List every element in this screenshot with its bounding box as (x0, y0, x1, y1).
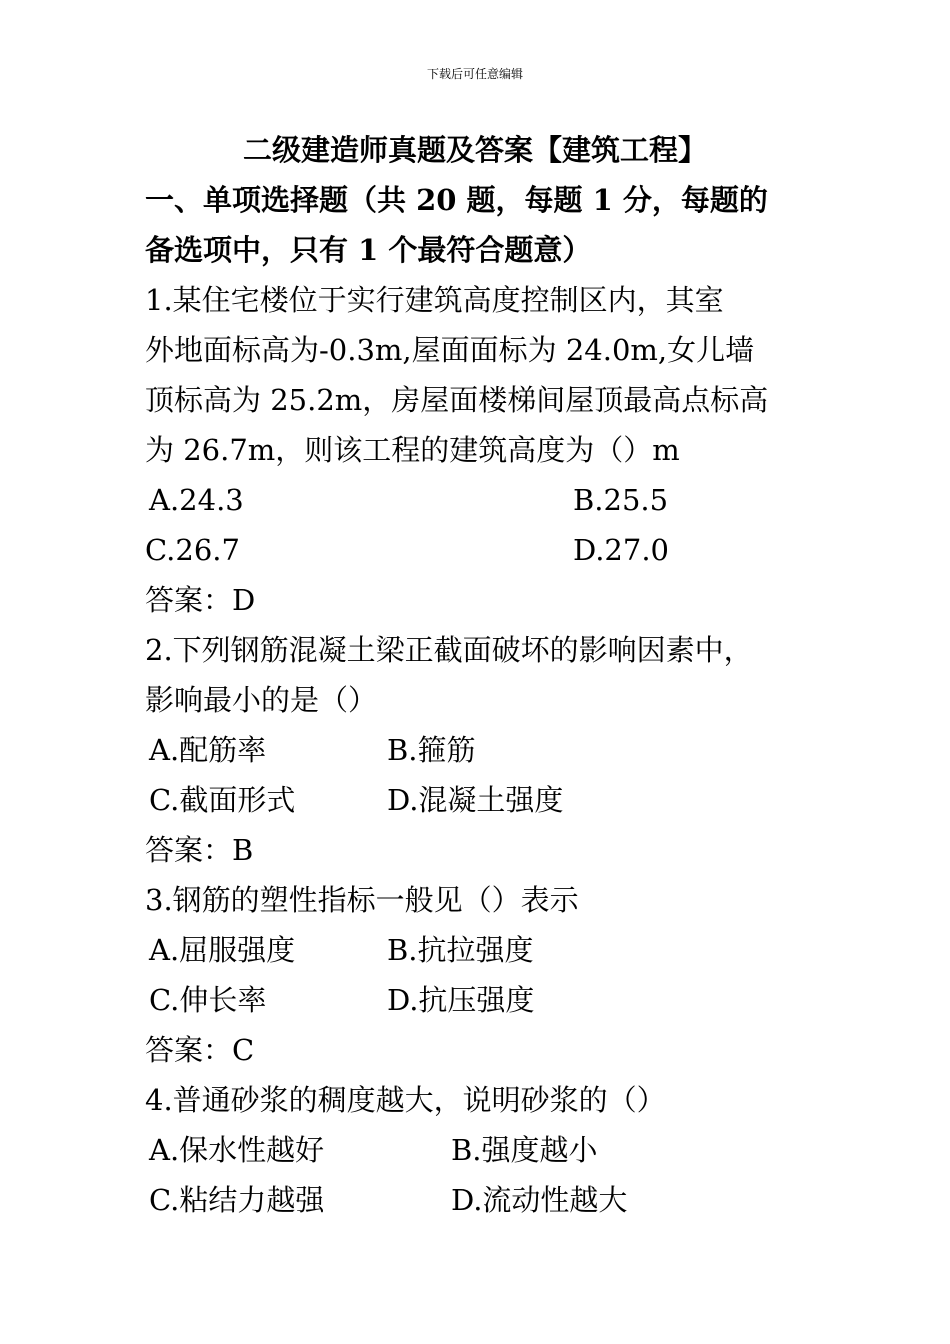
section-heading-line-1: 一、单项选择题（共 20 题，每题 1 分，每题的 (145, 183, 768, 217)
question-2-option-c: C.截面形式 (149, 783, 296, 817)
question-2-stem-line-2: 影响最小的是（） (145, 683, 378, 717)
question-4 (145, 1075, 825, 1225)
question-2-option-b: B.箍筋 (387, 733, 476, 767)
question-3-option-a: A.屈服强度 (149, 933, 296, 967)
question-3-answer: 答案：C (145, 1033, 255, 1067)
question-1-options-row-2 (145, 525, 825, 575)
question-1-option-c: C.26.7 (145, 533, 240, 567)
question-4-stem-line-1: 4.普通砂浆的稠度越大，说明砂浆的（） (145, 1083, 666, 1117)
question-1-stem-line-3: 顶标高为 25.2m，房屋面楼梯间屋顶最高点标高 (145, 383, 769, 417)
question-4-option-c: C.粘结力越强 (149, 1183, 325, 1217)
question-1-options-row-1 (145, 475, 825, 525)
document-body (145, 175, 825, 1225)
question-4-option-a: A.保水性越好 (149, 1133, 325, 1167)
question-3 (145, 875, 825, 1075)
question-1-stem-line-4: 为 26.7m，则该工程的建筑高度为（）m (145, 433, 680, 467)
question-3-options-row-2 (145, 975, 825, 1025)
question-4-options-row-1 (145, 1125, 825, 1175)
question-2 (145, 625, 825, 875)
section-heading-line-2: 备选项中，只有 1 个最符合题意） (145, 233, 592, 267)
question-4-option-d: D.流动性越大 (451, 1183, 628, 1217)
question-3-option-c: C.伸长率 (149, 983, 267, 1017)
question-2-answer: 答案：B (145, 833, 254, 867)
header-note: 下载后可任意编辑 (426, 67, 523, 81)
question-3-option-b: B.抗拉强度 (387, 933, 534, 967)
question-1-option-a: A.24.3 (149, 483, 244, 517)
question-3-options-row-1 (145, 925, 825, 975)
question-1 (145, 275, 825, 625)
question-4-options-row-2 (145, 1175, 825, 1225)
question-1-stem-line-1: 1.某住宅楼位于实行建筑高度控制区内，其室 (145, 283, 724, 317)
question-2-stem-line-1: 2.下列钢筋混凝土梁正截面破坏的影响因素中， (145, 633, 753, 667)
question-2-option-a: A.配筋率 (149, 733, 267, 767)
question-1-answer: 答案：D (145, 583, 256, 617)
question-3-option-d: D.抗压强度 (387, 983, 535, 1017)
question-2-options-row-2 (145, 775, 825, 825)
question-2-option-d: D.混凝土强度 (387, 783, 564, 817)
question-4-option-b: B.强度越小 (451, 1133, 598, 1167)
question-1-option-b: B.25.5 (573, 483, 669, 517)
question-2-options-row-1 (145, 725, 825, 775)
question-3-stem-line-1: 3.钢筋的塑性指标一般见（）表示 (145, 883, 579, 917)
question-1-stem-line-2: 外地面标高为-0.3m,屋面面标为 24.0m,女儿墙 (145, 333, 755, 367)
question-1-option-d: D.27.0 (573, 533, 670, 567)
document-title: 二级建造师真题及答案【建筑工程】 (242, 133, 707, 167)
